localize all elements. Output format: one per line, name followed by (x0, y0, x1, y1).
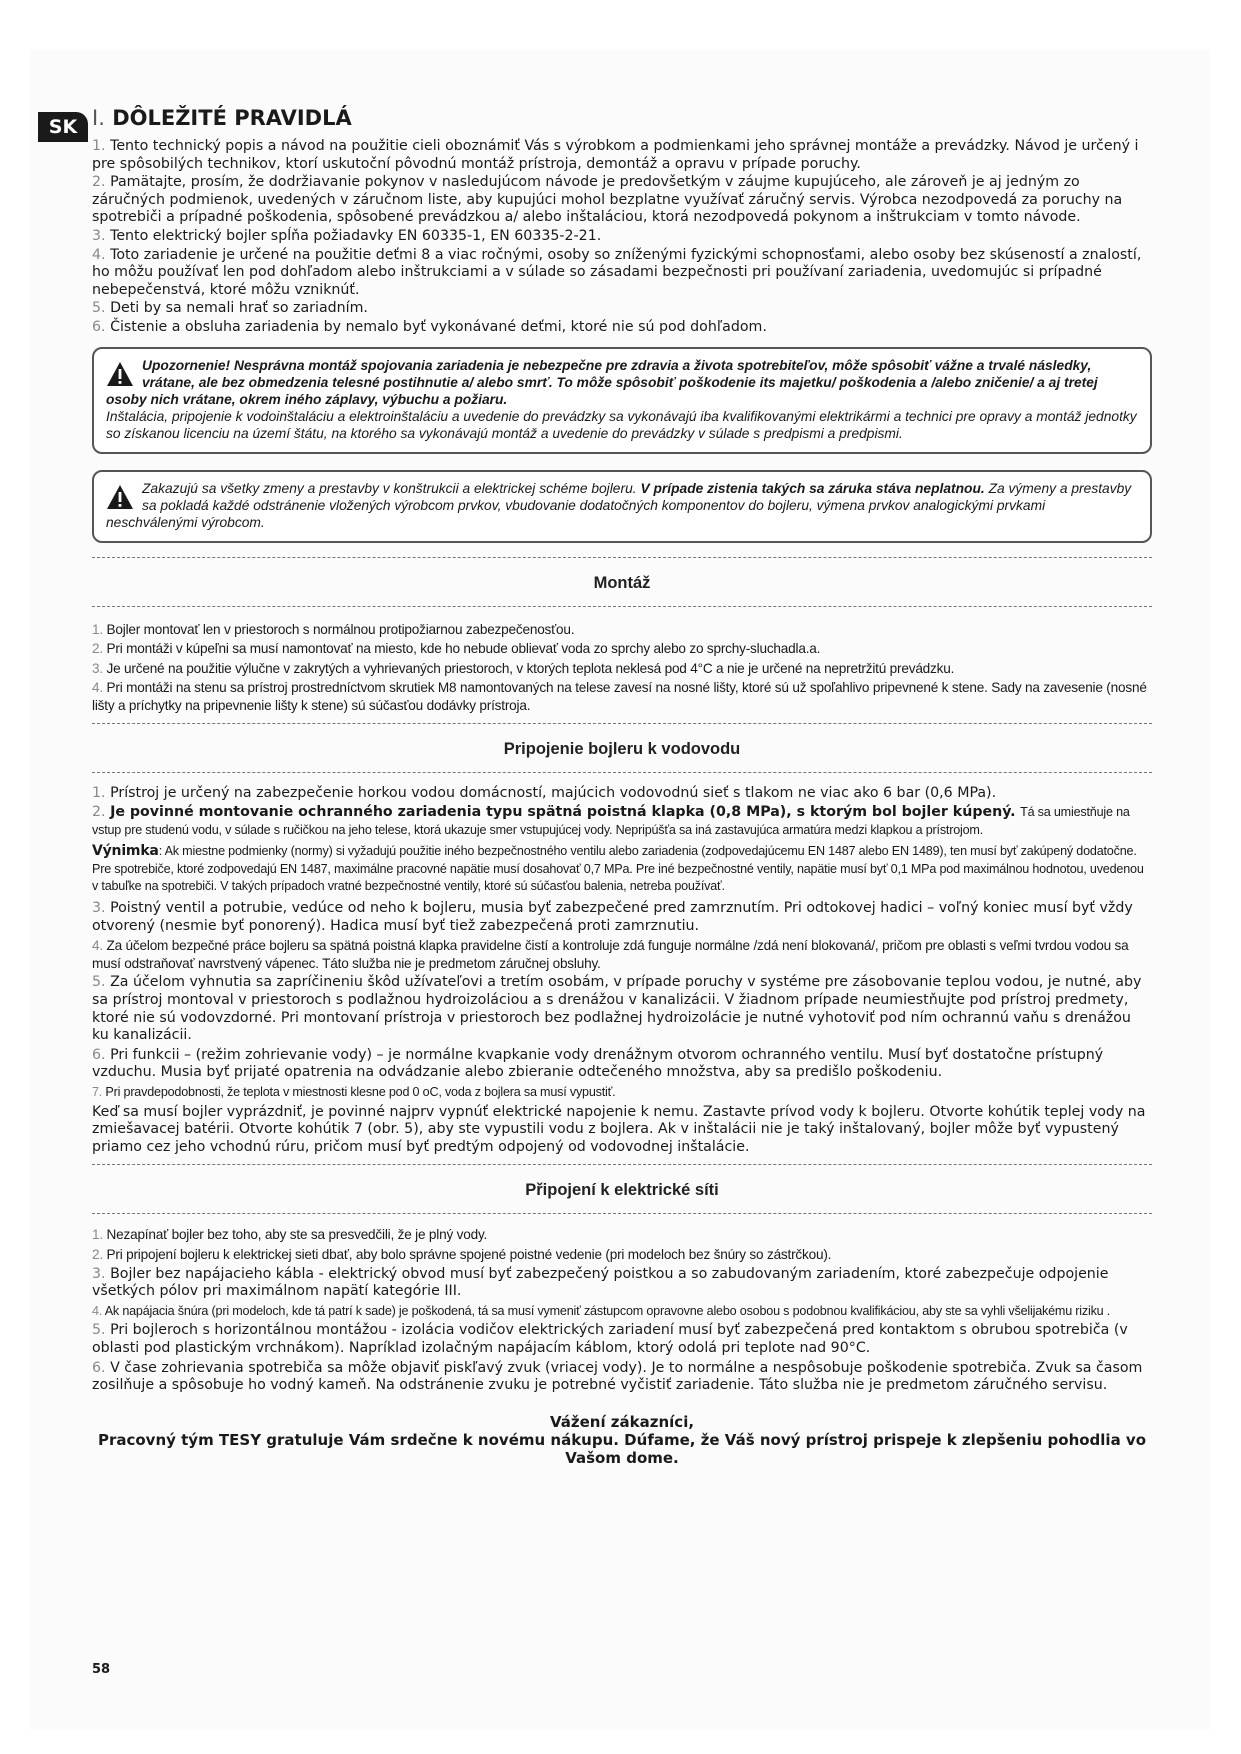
item-number: 7. (92, 1085, 103, 1099)
divider (92, 606, 1152, 607)
drain-instructions: Keď sa musí bojler vyprázdniť, je povinné najprv vypnúť elektrické napojenie k nemu. Zastavte prívod vody k bojleru. Otvorte kohútik teplej vody na zmiešavacej batérii. Otvorte kohútik 7 (obr. 5), aby ste vypustili vodu z bojlera. Ak v inštalácii nie je taký inštalovaný, bojler môže byť vypustený priamo cez jeho vchodnú rúru, pričom musí byť predtým odpojený od vodovodnej inštalácie. (92, 1103, 1146, 1155)
list-item (92, 1226, 1152, 1244)
subsection-title-voda: Pripojenie bojleru k vodovodu (503, 739, 741, 758)
exception-note (92, 843, 1152, 896)
list-item (92, 1322, 1152, 1357)
item-bold-text: Je povinné montovanie ochranného zariadenia typu spätná poistná klapka (0,8 MPa), s ktorým bol bojler kúpený. (110, 804, 1016, 821)
greeting-salutation: Vážení zákazníci, (549, 1412, 695, 1431)
divider (92, 557, 1152, 558)
list-item (92, 1047, 1152, 1082)
item-text: Ak napájacia šnúra (pri modeloch, kde tá patrí k sade) je poškodená, tá sa musí vymeniť zástupcom opravovne alebo osobou s podobnou kvalifikáciou, aby ste sa vyhli všelijakému riziku . (104, 1303, 1111, 1318)
list-item (92, 621, 1152, 639)
greeting-message: Pracovný tým TESY gratuluje Vám srdečne k novému nákupu. Dúfame, že Váš nový prístroj prispeje k zlepšeniu pohodlia vo Vašom dome. (97, 1430, 1147, 1467)
item-text: Pri montáži v kúpeľni sa musí namontovať na miesto, kde ho nebude oblievať voda zo sprchy alebo zo sprchy-sluchadla.a. (106, 641, 821, 657)
list-item (92, 1246, 1152, 1264)
section-title (92, 104, 1152, 132)
item-text: V čase zohrievania spotrebiča sa môže objaviť piskľavý zvuk (vriacej vody). Je to normálne a nespôsobuje poškodenie spotrebiča. Zvuk sa časom zosilňuje a spôsobuje ho vodný kameň. Na odstránenie zvuku je potrebné vyčistiť zariadenie. Táto služba nie je predmetom záručného servisu. (92, 1359, 1143, 1394)
item-number: 2. (92, 641, 103, 657)
item-text: Tento technický popis a návod na použitie cieli oboznámiť Vás s výrobkom a podmienkami jeho správnej montáže a prevádzky. Návod je určený i pre spôsobilých technikov, ktorí uskutoční pôvodnú montáž prístroja, demontáž a opravu v prípade poruchy. (92, 138, 1139, 172)
item-number: 1. (92, 784, 106, 801)
warning-box-modifications (92, 470, 1152, 543)
list-item (92, 900, 1152, 935)
item-text: Bojler montovať len v priestoroch s normálnou protipožiarnou zabezpečenosťou. (106, 621, 575, 637)
document-body (92, 104, 1152, 1467)
list-item (92, 1303, 1152, 1321)
item-text: Pri bojleroch s horizontálnou montážou - izolácia vodičov elektrických zariadení musí byť zabezpečená pred kontaktom s obrubou spotrebiča (v oblasti pod plastickým vrchnákom). Napríklad izolačným napájacím káblom, ktorý odolá pri teplote nad 90°C. (92, 1322, 1128, 1356)
list-item (92, 937, 1152, 972)
divider (92, 1213, 1152, 1214)
list-item (92, 660, 1152, 678)
item-text: Bojler bez napájacieho kábla - elektrický obvod musí byť zabezpečený poistkou a so zabudovaným zariadením, ktoré zabezpečuje odpojenie všetkých pólov pri maximálnom napätí kategórie III. (92, 1265, 1109, 1300)
list-item (92, 300, 1152, 318)
divider (92, 1164, 1152, 1165)
section-number: I. (92, 106, 105, 130)
item-number: 4. (92, 680, 103, 696)
item-number: 3. (92, 900, 106, 917)
list-item (92, 247, 1152, 300)
page-number: 58 (92, 1662, 111, 1677)
list-item (92, 974, 1152, 1044)
item-text: Čistenie a obsluha zariadenia by nemalo byť vykonávané deťmi, ktoré nie sú pod dohľadom. (110, 318, 767, 335)
warning-text: Inštalácia, pripojenie k vodoinštaláciu a elektroinštaláciu a uvedenie do prevádzky sa vykonávajú iba kvalifikovanými elektrikármi a technici pre opravy a montáž jednotky so získanou licenciu na území štátu, na ktorého sa vykonávajú montáž a uvedenie do prevádzky v súlade s predpismi a predpismi. (106, 408, 1137, 441)
item-number: 4. (92, 1303, 103, 1318)
item-text: Tento elektrický bojler spĺňa požiadavky EN 60335-1, EN 60335-2-21. (110, 227, 602, 244)
warning-bold-text: Upozornenie! Nesprávna montáž spojovania zariadenia je nebezpečne pre zdravia a života spotrebiteľov, môže spôsobiť vážne a trvalé následky, vrátane, ale bez obmedzenia telesné postihnutie a/ alebo smrť. To môže spôsobiť poškodenie its majetku/ poškodenia a /alebo zničenie/ a aj tretej osoby nich vrátane, okrem iného záplavy, výbuchu a požiaru. (106, 357, 1098, 407)
closing-greeting (92, 1413, 1152, 1467)
warning-icon (106, 361, 134, 387)
list-item (92, 1084, 1152, 1102)
item-number: 3. (92, 227, 106, 244)
warning-icon (106, 484, 134, 510)
list-item (92, 228, 1152, 246)
item-text: Pri pravdepodobnosti, že teplota v miestnosti klesne pod 0 oC, voda z bojlera sa musí vypustiť. (105, 1085, 616, 1099)
item-text: Je určené na použitie výlučne v zakrytých a vyhrievaných priestoroch, v ktorých teplota neklesá pod 4°C a nie je určené na nepretržitú prevádzku. (106, 660, 955, 676)
warning-text: Za výmeny a prestavby sa pokladá každé odstránenie vložených výrobcom prvkov, vbudovanie dodatočných komponentov do bojleru, výmena prvkov analogickými prvkami neschválenými výrobcom. (106, 480, 1132, 530)
item-number: 5. (92, 300, 106, 317)
divider (92, 723, 1152, 724)
item-number: 1. (92, 621, 103, 637)
item-number: 5. (92, 1322, 106, 1339)
item-number: 5. (92, 974, 106, 991)
item-text: Toto zariadenie je určené na použitie deťmi 8 a viac ročnými, osoby so zníženými fyzickými schopnosťami, alebo osoby bez skúseností a znalostí, ho môžu používať len pod dohľadom alebo inštrukciami a v súlade so zásadami bezpečnosti pri používaní zariadenia, uvedomujúc si prípadné nebepečenstvá, ktoré môžu vzniknúť. (92, 246, 1142, 298)
item-number: 6. (92, 318, 106, 335)
list-item (92, 679, 1152, 714)
item-text: Deti by sa nemali hrať so zariadním. (110, 300, 368, 317)
item-text: Prístroj je určený na zabezpečenie horkou vodou domácností, majúcich vodovodnú sieť s tlakom ne viac ako 6 bar (0,6 MPa). (110, 784, 997, 801)
list-item (92, 174, 1152, 227)
warning-box-installation (92, 347, 1152, 454)
language-badge: SK (38, 112, 88, 142)
item-number: 2. (92, 174, 106, 191)
list-item (92, 804, 1152, 839)
item-number: 6. (92, 1359, 106, 1376)
item-text: Pri pripojení bojleru k elektrickej sieti dbať, aby bolo správne spojené poistné vedenie (pri modeloch bez šnúry so zástrčkou). (106, 1246, 832, 1262)
voda-list (92, 785, 1152, 1157)
item-text: Pri montáži na stenu sa prístroj prostredníctvom skrutiek M8 namontovaných na telese zavesí na nosné lišty, ktoré sú už spoľahlivo pripevnené k stene. Sady na zavesenie (nosné lišty a príchytky na pripevnenie lišty k stene) sú súčasťou dodávky prístroja. (92, 680, 1147, 713)
list-item (92, 1266, 1152, 1301)
item-text: Za účelom bezpečné práce bojleru sa spätná poistná klapka pravidelne čistí a kontroluje zdá funguje normálne /zdá není blokovaná/, pričom pre oblasti s veľmi tvrdou vodou sa musí odstraňovať navrstvený vápenec. Táto služba nie je predmetom záručnej obsluhy. (92, 938, 1129, 971)
item-text: Poistný ventil a potrubie, vedúce od neho k bojleru, musia byť zabezpečené pred zamrznutím. Pri odtokovej hadici – voľný koniec musí byť vždy otvorený (nesmie byť ponorený). Hadica musí byť tiež zabezpečená proti zamrznutiu. (92, 900, 1133, 934)
item-text: Pri funkcii – (režim zohrievanie vody) – je normálne kvapkanie vody drenážnym otvorom ochranného ventilu. Musí byť dostatočne prístupný vzduchu. Musia byť prijaté opatrenia na odvádzanie alebo zbieranie odtečeného množstva, aby sa predišlo poškodeniu. (92, 1046, 1104, 1081)
list-item (92, 1360, 1152, 1395)
exception-label: Výnimka (92, 843, 159, 860)
elektro-list (92, 1226, 1152, 1394)
rules-list (92, 138, 1152, 337)
section-title-text: DÔLEŽITÉ PRAVIDLÁ (112, 106, 352, 130)
item-text: Nezapínať bojler bez toho, aby ste sa presvedčili, že je plný vody. (106, 1227, 488, 1243)
item-number: 6. (92, 1046, 106, 1063)
item-text: Za účelom vyhnutia sa zapríčineniu škôd užívateľovi a tretím osobám, v prípade poruchy v systéme pre zásobovanie teplou vodou, je nutné, aby sa prístroj montoval v priestoroch s podlažnou hydroizoláciou a s drenážou v kanalizácii. V žiadnom prípade neumiestňujte pod prístroj predmety, ktoré nie sú vodovzdorné. Pri montovaní prístroja v priestoroch bez podlažnej hydroizolácie je nutné vyhotoviť pod ním ochrannú vaňu s drenážou ku kanalizácii. (92, 974, 1142, 1044)
list-item (92, 319, 1152, 337)
item-number: 4. (92, 246, 106, 263)
item-text: Pamätajte, prosím, že dodržiavanie pokynov v nasledujúcom návode je predovšetkým v záujme kupujúceho, ale zároveň je aj jedným zo záručných podmienok, uvedených v záručnom liste, aby kupujúci mohol bezplatne využívať záručný servis. Výrobca nezodpovedá za poruchy na spotrebiči a prípadné poškodenia, spôsobené prevádzkou a/ alebo inštaláciou, ktorá nezodpovedá pokynom a inštrukciam v tomto návode. (92, 174, 1123, 226)
montaz-list (92, 621, 1152, 715)
item-number: 2. (92, 804, 106, 821)
exception-text: : Ak miestne podmienky (normy) si vyžadujú použitie iného bezpečnostného ventilu alebo zariadenia (zodpovedajúcemu EN 1487 alebo EN 1489), ten musí byť zakúpený dodatočne. Pre spotrebiče, ktoré zodpovedajú EN 1487, maximálne pracovné napätie musí dosahovať 0,7 MPa. Pre iné bezpečnostné ventily, napätie musí byť 0,1 MPa pod maximálnou hodnotou, uvedenou v tabuľke na spotrebiči. V takých prípadoch vratné bezpečnostné ventily, ktoré sú súčasťou balenia, netreba používať. (92, 844, 1144, 894)
item-text: Tá sa umiestňuje na vstup pre studenú vodu, v súlade s ručičkou na jeho telese, ktorá ukazuje smer vstupujúcej vody. Nepripúšťa sa iná zastavujúca armatúra medzi klapkou a prístrojom. (92, 805, 1130, 837)
item-number: 3. (92, 660, 103, 676)
warning-text: Zakazujú sa všetky zmeny a prestavby v konštrukcii a elektrickej schéme bojleru. (142, 480, 637, 496)
subsection-title-montaz: Montáž (593, 573, 651, 592)
item-number: 1. (92, 138, 106, 154)
item-number: 4. (92, 938, 103, 954)
divider (92, 772, 1152, 773)
list-item (92, 785, 1152, 803)
item-number: 2. (92, 1246, 103, 1262)
list-item (92, 640, 1152, 658)
list-item (92, 138, 1152, 173)
item-number: 1. (92, 1227, 103, 1243)
warning-bold-text: V prípade zistenia takých sa záruka stáva neplatnou. (640, 480, 985, 496)
item-number: 3. (92, 1265, 106, 1282)
subsection-title-elektro: Připojení k elektrické síti (525, 1181, 719, 1200)
